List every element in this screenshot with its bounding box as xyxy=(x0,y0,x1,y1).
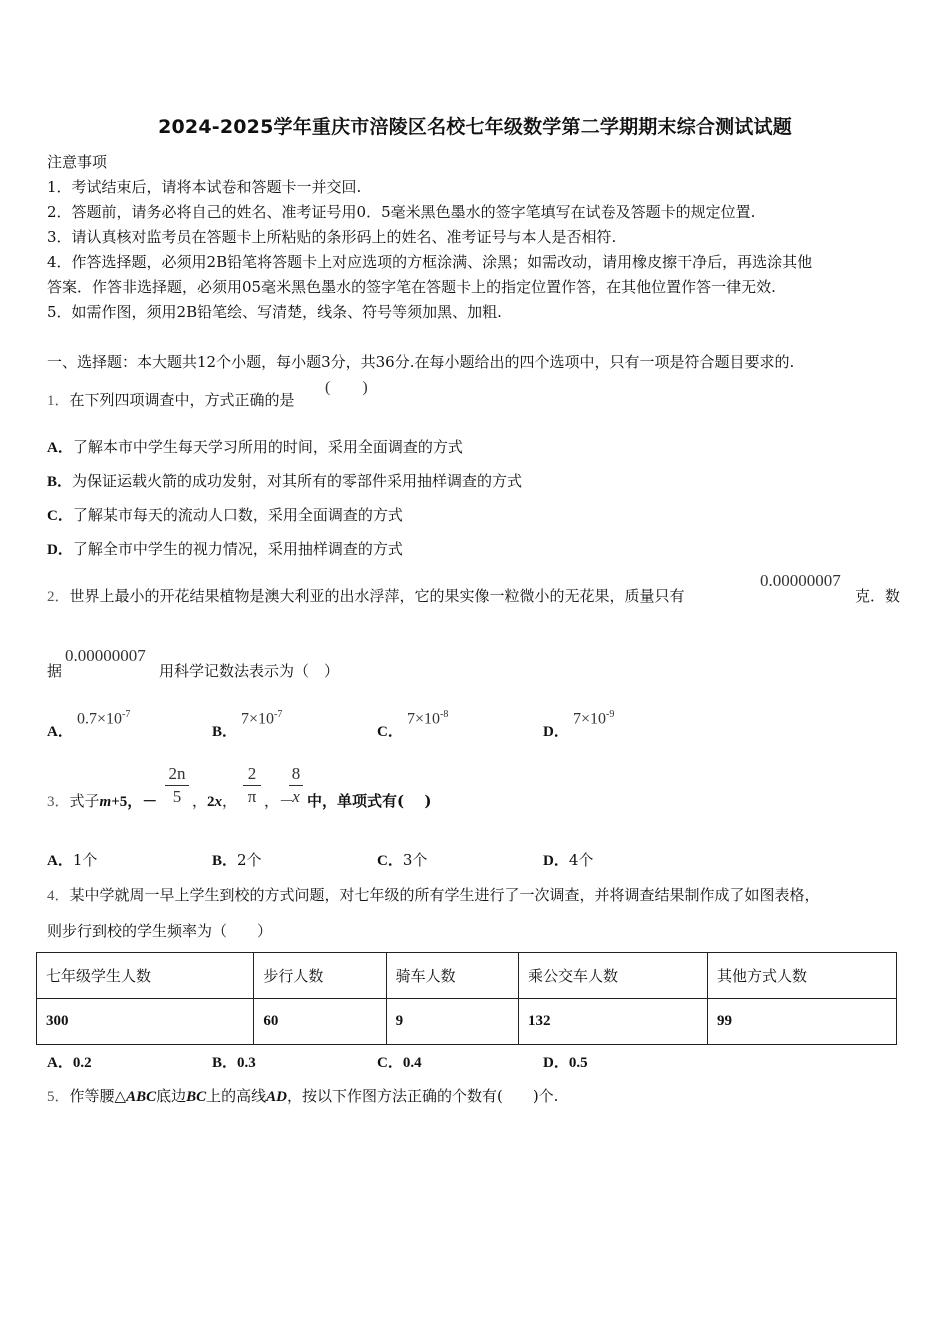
note-item: 答案．作答非选择题，必须用05毫米黑色墨水的签字笔在答题卡上的指定位置作答，在其他位置作答一律无效. xyxy=(47,278,776,296)
question-1 xyxy=(47,389,295,410)
option-a: A．了解本市中学生每天学习所用的时间，采用全面调查的方式 xyxy=(47,438,463,456)
table-header: 骑车人数 xyxy=(386,953,518,999)
option-c: C．3个 xyxy=(377,851,428,869)
question-text: 世界上最小的开花结果植物是澳大利亚的出水浮萍，它的果实像一粒微小的无花果，质量只有 xyxy=(69,587,685,605)
table-header: 其他方式人数 xyxy=(707,953,896,999)
survey-table xyxy=(36,952,897,1045)
fraction-2n-over-5: 2n 5 xyxy=(165,764,189,807)
table-cell: 132 xyxy=(518,999,707,1045)
option-b: B．2个 xyxy=(212,851,262,869)
option-a-value: $0.7\times 10^{-7}$ xyxy=(77,709,131,728)
table-cell: 60 xyxy=(254,999,386,1045)
question-text: 中，单项式有( ) xyxy=(307,792,432,810)
section-heading: 一、选择题：本大题共12个小题，每小题3分，共36分.在每小题给出的四个选项中，只有一项是符合题目要求的. xyxy=(47,353,795,371)
mass-value: 0.00000007 xyxy=(65,646,146,665)
option-c: C．了解某市每天的流动人口数，采用全面调查的方式 xyxy=(47,506,403,524)
option-b: B．为保证运载火箭的成功发射，对其所有的零部件采用抽样调查的方式 xyxy=(47,472,523,490)
option-d: D． xyxy=(543,724,569,740)
question-text: 用科学记数法表示为（ ） xyxy=(159,662,340,680)
answer-paren: ( ) xyxy=(325,379,368,396)
question-number: 3． xyxy=(47,794,70,810)
option-d: D．了解全市中学生的视力情况，采用抽样调查的方式 xyxy=(47,540,403,558)
option-a: A．0.2 xyxy=(47,1055,92,1071)
fraction-8-over-x: 8 x xyxy=(289,764,303,807)
note-item: 1．考试结束后，请将本试卷和答题卡一并交回. xyxy=(47,178,362,196)
option-a: A．1个 xyxy=(47,851,98,869)
option-d: D．0.5 xyxy=(543,1055,588,1071)
question-text: 则步行到校的学生频率为（ ） xyxy=(47,922,273,940)
option-a: A． xyxy=(47,724,73,740)
question-text: 某中学就周一早上学生到校的方式问题，对七年级的所有学生进行了一次调查，并将调查结果制作成了如图表格， xyxy=(69,886,820,904)
fraction-2-over-pi: 2 π xyxy=(243,764,261,807)
option-c: C．0.4 xyxy=(377,1055,422,1071)
question-text: 在下列四项调查中，方式正确的是 xyxy=(69,391,295,409)
note-item: 4．作答选择题，必须用2B铅笔将答题卡上对应选项的方框涂满、涂黑；如需改动，请用橡皮擦干净后，再选涂其他 xyxy=(47,253,813,271)
page-title: 2024-2025学年重庆市涪陵区名校七年级数学第二学期期末综合测试试题 xyxy=(158,116,792,138)
note-item: 2．答题前，请务必将自己的姓名、准考证号用0．5毫米黑色墨水的签字笔填写在试卷及答题卡的规定位置. xyxy=(47,203,756,221)
table-cell: 99 xyxy=(707,999,896,1045)
notes-heading: 注意事项 xyxy=(47,153,108,171)
option-b: B． xyxy=(212,724,238,740)
option-d-value: $7\times 10^{-9}$ xyxy=(573,709,615,728)
table-header: 乘公交车人数 xyxy=(518,953,707,999)
question-number: 1． xyxy=(47,393,70,409)
option-b: B．0.3 xyxy=(212,1055,256,1071)
note-item: 5．如需作图，须用2B铅笔绘、写清楚，线条、符号等须加黑、加粗. xyxy=(47,303,502,321)
table-header-row xyxy=(37,953,897,999)
question-3: 3．式子m+5，－ xyxy=(47,792,158,810)
question-2 xyxy=(47,585,685,606)
table-cell: 300 xyxy=(37,999,254,1045)
question-number: 4． xyxy=(47,888,70,904)
question-number: 5． xyxy=(47,1089,70,1105)
table-header: 七年级学生人数 xyxy=(37,953,254,999)
table-header: 步行人数 xyxy=(254,953,386,999)
option-c-value: $7\times 10^{-8}$ xyxy=(407,709,449,728)
table-cell: 9 xyxy=(386,999,518,1045)
question-4 xyxy=(47,884,820,905)
table-row xyxy=(37,999,897,1045)
option-b-value: $7\times 10^{-7}$ xyxy=(241,709,283,728)
mass-value: 0.00000007 xyxy=(760,571,841,590)
question-5: 5．作等腰△ABC底边BC上的高线AD，按以下作图方法正确的个数有( )个. xyxy=(47,1087,559,1105)
option-c: C． xyxy=(377,724,403,740)
question-text: 据 xyxy=(47,662,63,680)
note-item: 3．请认真核对监考员在答题卡上所粘贴的条形码上的姓名、准考证号与本人是否相符. xyxy=(47,228,617,246)
option-d: D．4个 xyxy=(543,851,594,869)
question-number: 2． xyxy=(47,589,70,605)
question-text: 克．数 xyxy=(855,587,901,605)
